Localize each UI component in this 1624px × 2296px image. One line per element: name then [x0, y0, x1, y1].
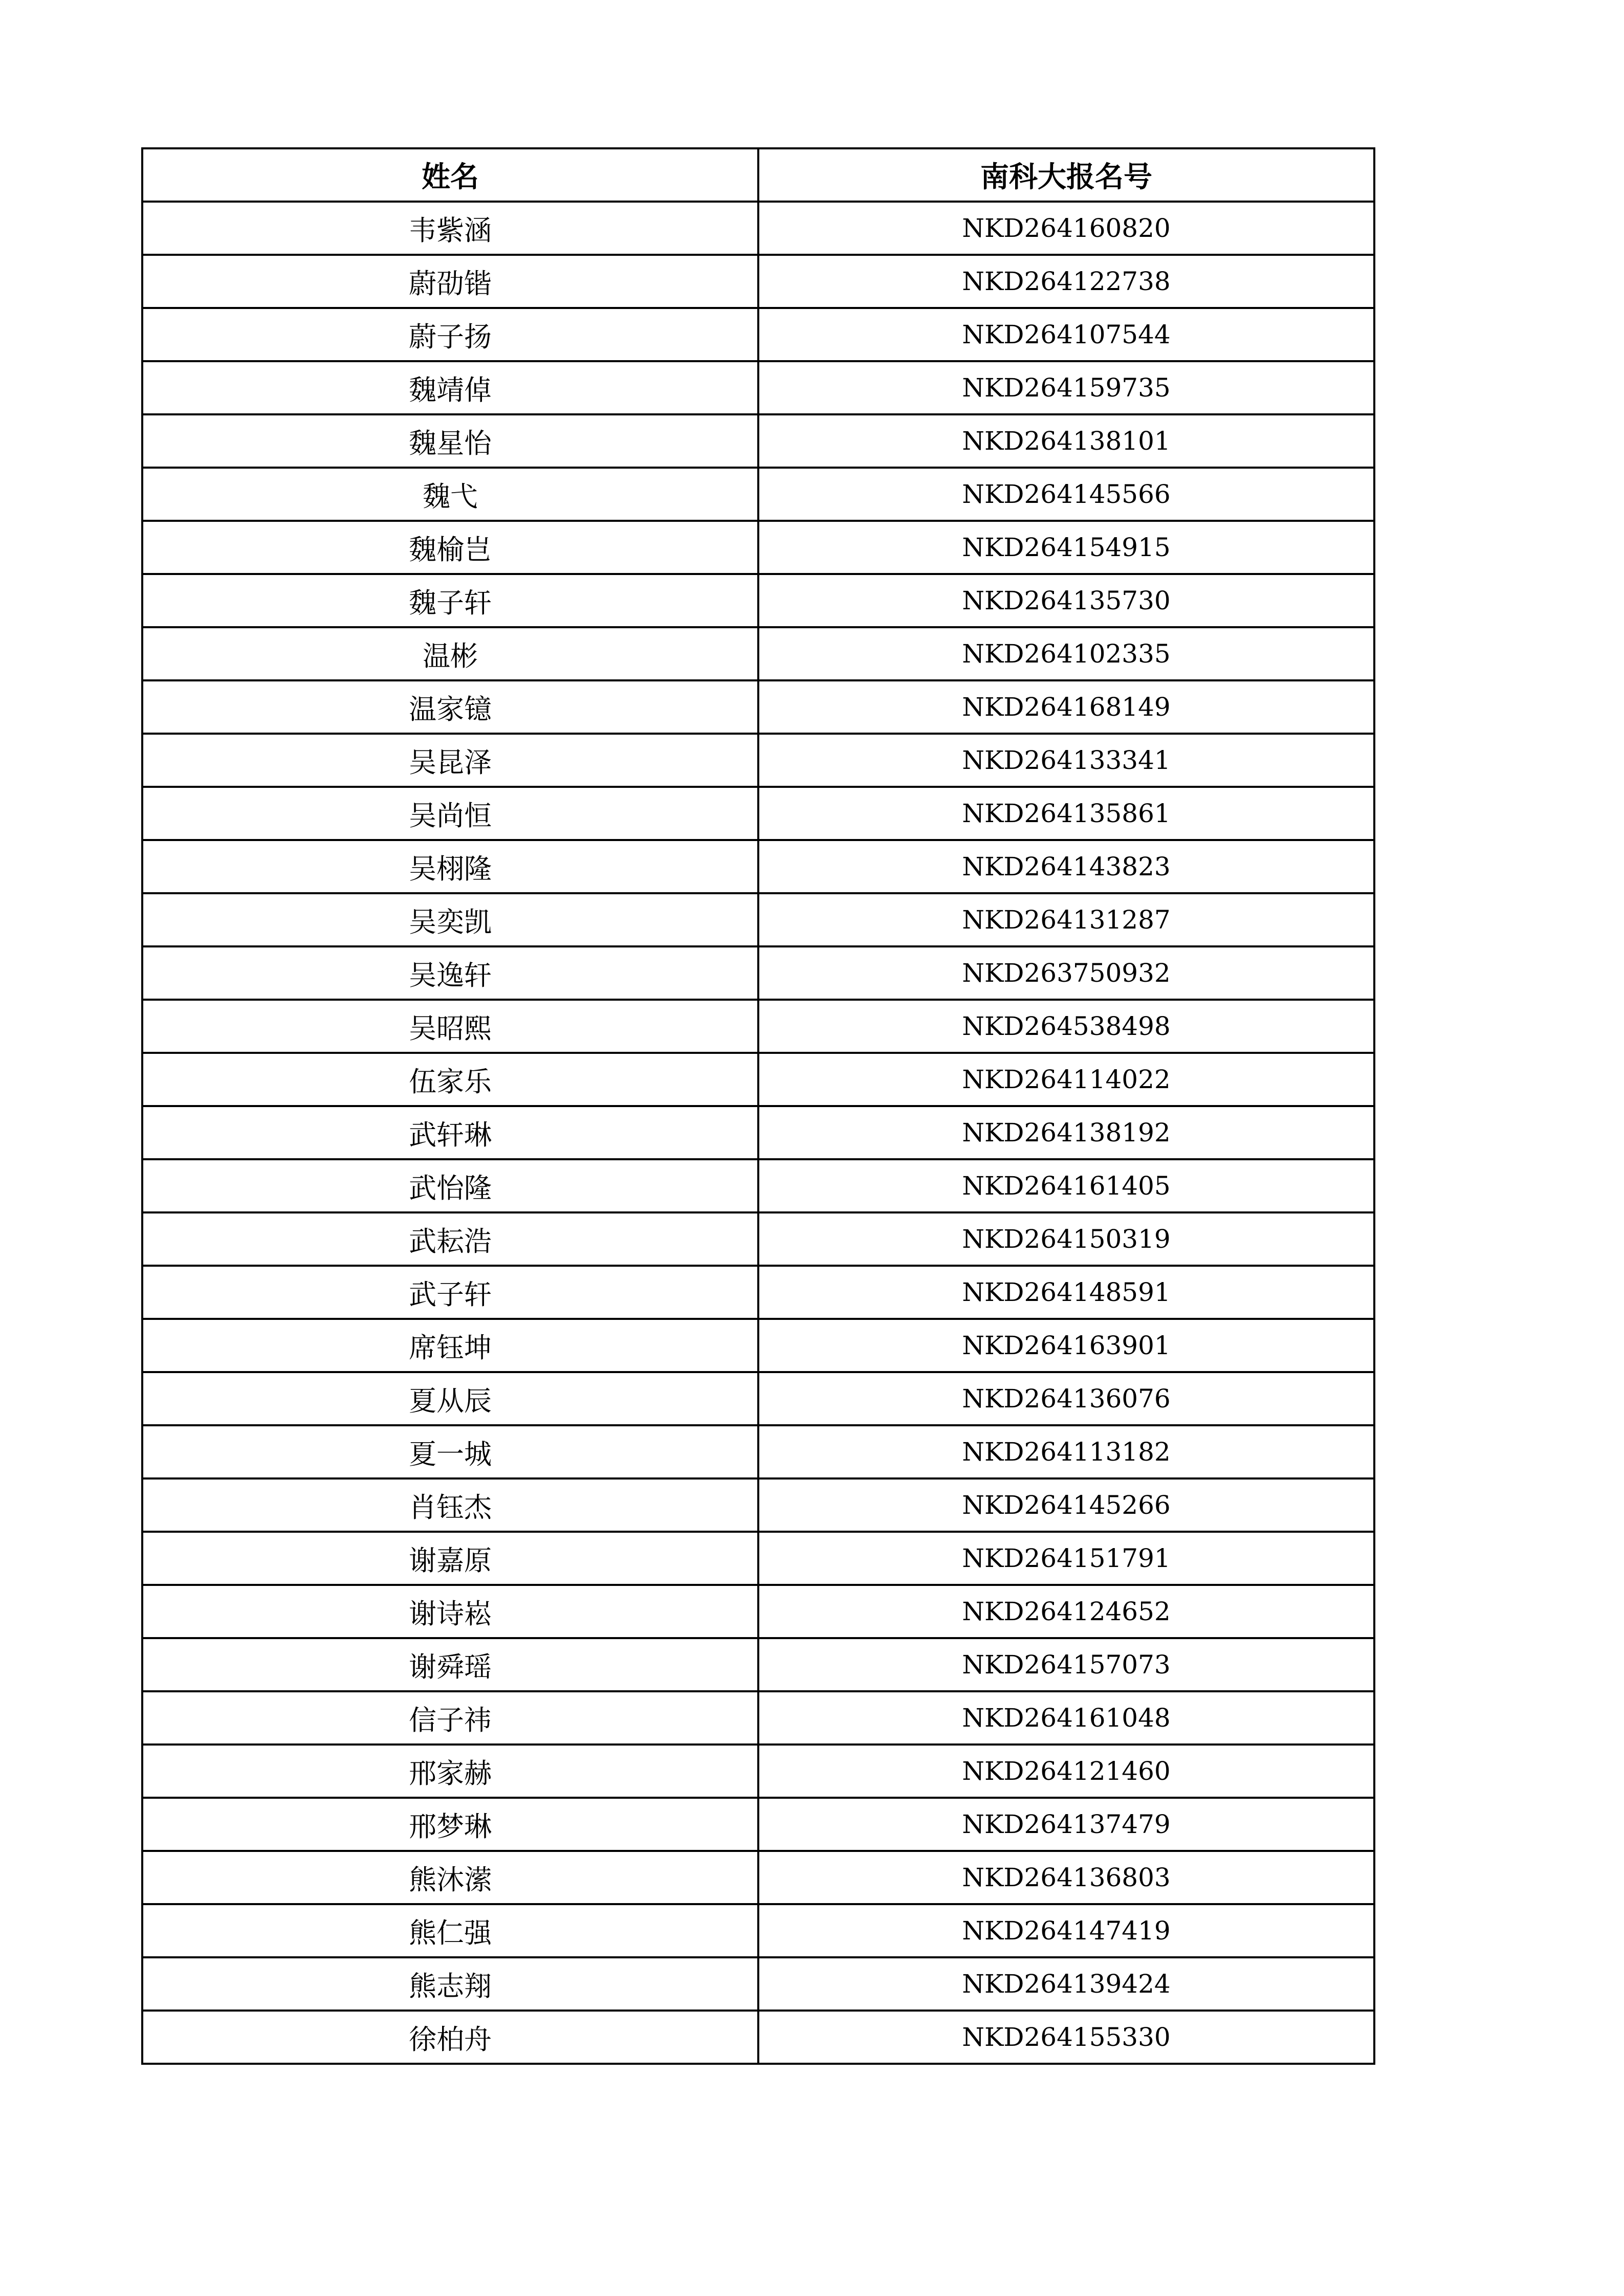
student-name-cell: 徐柏舟 [142, 2011, 758, 2064]
registration-number-cell: NKD264157073 [758, 1638, 1374, 1691]
registration-number-cell: NKD264145566 [758, 468, 1374, 521]
table-row [142, 1957, 1374, 2011]
roster-table [141, 147, 1375, 2065]
table-row [142, 1745, 1374, 1798]
column-header-registration-number: 南科大报名号 [758, 148, 1374, 202]
table-header [142, 148, 1374, 202]
student-name-cell: 魏星怡 [142, 414, 758, 468]
registration-number-cell: NKD264137479 [758, 1798, 1374, 1851]
registration-number-cell: NKD264124652 [758, 1585, 1374, 1638]
registration-number-cell: NKD264135861 [758, 787, 1374, 840]
student-name-cell: 谢诗崧 [142, 1585, 758, 1638]
table-row [142, 1798, 1374, 1851]
table-row [142, 1425, 1374, 1478]
registration-number-cell: NKD264138192 [758, 1106, 1374, 1159]
registration-number-cell: NKD264131287 [758, 893, 1374, 946]
table-row [142, 255, 1374, 308]
student-name-cell: 吴奕凯 [142, 893, 758, 946]
registration-number-cell: NKD264136076 [758, 1372, 1374, 1425]
registration-number-cell: NKD264114022 [758, 1053, 1374, 1106]
table-row [142, 1212, 1374, 1266]
table-row [142, 468, 1374, 521]
registration-number-cell: NKD264136803 [758, 1851, 1374, 1904]
table-row [142, 1266, 1374, 1319]
registration-number-cell: NKD264155330 [758, 2011, 1374, 2064]
registration-number-cell: NKD264113182 [758, 1425, 1374, 1478]
table-row [142, 1372, 1374, 1425]
table-row [142, 1904, 1374, 1957]
student-name-cell: 吴逸轩 [142, 946, 758, 1000]
table-row [142, 361, 1374, 414]
registration-number-cell: NKD264163901 [758, 1319, 1374, 1372]
student-name-cell: 武轩琳 [142, 1106, 758, 1159]
table-row [142, 1691, 1374, 1745]
table-row [142, 1478, 1374, 1532]
student-name-cell: 伍家乐 [142, 1053, 758, 1106]
student-name-cell: 魏子轩 [142, 574, 758, 627]
table-row [142, 680, 1374, 734]
table-row [142, 1000, 1374, 1053]
registration-number-cell: NKD264122738 [758, 255, 1374, 308]
table-row [142, 627, 1374, 680]
registration-number-cell: NKD264143823 [758, 840, 1374, 893]
registration-number-cell: NKD264135730 [758, 574, 1374, 627]
student-name-cell: 夏一城 [142, 1425, 758, 1478]
registration-number-cell: NKD264159735 [758, 361, 1374, 414]
table-row [142, 946, 1374, 1000]
registration-number-cell: NKD264154915 [758, 521, 1374, 574]
table-row [142, 1159, 1374, 1212]
table-body [142, 202, 1374, 2064]
student-name-cell: 温彬 [142, 627, 758, 680]
registration-number-cell: NKD264168149 [758, 680, 1374, 734]
table-row [142, 893, 1374, 946]
table-row [142, 840, 1374, 893]
student-name-cell: 魏靖倬 [142, 361, 758, 414]
registration-number-cell: NKD264145266 [758, 1478, 1374, 1532]
registration-number-cell: NKD264150319 [758, 1212, 1374, 1266]
table-row [142, 308, 1374, 361]
student-name-cell: 熊志翔 [142, 1957, 758, 2011]
registration-number-cell: NKD264147419 [758, 1904, 1374, 1957]
table-row [142, 1585, 1374, 1638]
table-row [142, 1053, 1374, 1106]
student-name-cell: 魏弋 [142, 468, 758, 521]
table-row [142, 1532, 1374, 1585]
student-name-cell: 肖钰杰 [142, 1478, 758, 1532]
student-name-cell: 韦紫涵 [142, 202, 758, 255]
registration-number-cell: NKD264138101 [758, 414, 1374, 468]
student-name-cell: 武耘浩 [142, 1212, 758, 1266]
student-name-cell: 谢舜瑶 [142, 1638, 758, 1691]
student-name-cell: 魏榆岂 [142, 521, 758, 574]
table-row [142, 1319, 1374, 1372]
student-name-cell: 蔚劭锴 [142, 255, 758, 308]
student-name-cell: 吴昭熙 [142, 1000, 758, 1053]
column-header-name: 姓名 [142, 148, 758, 202]
registration-number-cell: NKD264160820 [758, 202, 1374, 255]
student-name-cell: 武子轩 [142, 1266, 758, 1319]
student-name-cell: 吴昆泽 [142, 734, 758, 787]
student-name-cell: 熊沐潆 [142, 1851, 758, 1904]
table-row [142, 574, 1374, 627]
registration-number-cell: NKD264538498 [758, 1000, 1374, 1053]
registration-number-cell: NKD264102335 [758, 627, 1374, 680]
registration-number-cell: NKD264148591 [758, 1266, 1374, 1319]
table-row [142, 1638, 1374, 1691]
student-name-cell: 武怡隆 [142, 1159, 758, 1212]
header-row [142, 148, 1374, 202]
table-row [142, 1851, 1374, 1904]
student-name-cell: 谢嘉原 [142, 1532, 758, 1585]
registration-number-cell: NKD264139424 [758, 1957, 1374, 2011]
student-name-cell: 蔚子扬 [142, 308, 758, 361]
student-name-cell: 吴栩隆 [142, 840, 758, 893]
registration-number-cell: NKD264107544 [758, 308, 1374, 361]
table-row [142, 1106, 1374, 1159]
table-row [142, 2011, 1374, 2064]
table-row [142, 734, 1374, 787]
student-name-cell: 吴尚恒 [142, 787, 758, 840]
registration-number-cell: NKD263750932 [758, 946, 1374, 1000]
student-name-cell: 温家镱 [142, 680, 758, 734]
student-name-cell: 信子祎 [142, 1691, 758, 1745]
student-name-cell: 邢家赫 [142, 1745, 758, 1798]
student-name-cell: 熊仁强 [142, 1904, 758, 1957]
table-row [142, 787, 1374, 840]
registration-number-cell: NKD264151791 [758, 1532, 1374, 1585]
registration-number-cell: NKD264161405 [758, 1159, 1374, 1212]
registration-number-cell: NKD264133341 [758, 734, 1374, 787]
table-row [142, 202, 1374, 255]
registration-number-cell: NKD264161048 [758, 1691, 1374, 1745]
registration-number-cell: NKD264121460 [758, 1745, 1374, 1798]
student-name-cell: 邢梦琳 [142, 1798, 758, 1851]
student-name-cell: 席钰坤 [142, 1319, 758, 1372]
table-row [142, 414, 1374, 468]
table-row [142, 521, 1374, 574]
student-name-cell: 夏从辰 [142, 1372, 758, 1425]
